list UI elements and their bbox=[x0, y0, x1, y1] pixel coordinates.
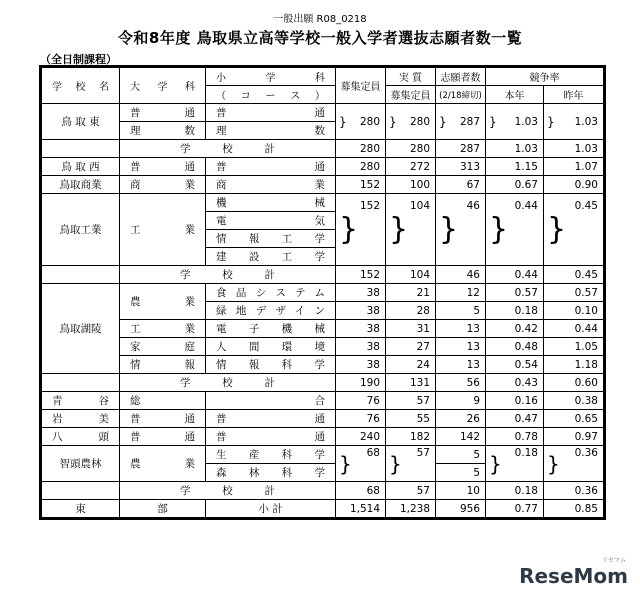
col-subdept: 小 学 科 bbox=[206, 68, 336, 86]
capacity-value: 240 bbox=[336, 428, 386, 446]
table-row bbox=[42, 176, 604, 194]
dept-name: 工 業 bbox=[120, 194, 206, 266]
subdept-name: 普 通 bbox=[206, 104, 336, 122]
capacity-value: 76 bbox=[336, 410, 386, 428]
capacity-value: 68 bbox=[336, 482, 386, 500]
ratio-this-value: 1.15 bbox=[486, 158, 544, 176]
capacity-value: 76 bbox=[336, 392, 386, 410]
school-total-row bbox=[42, 266, 604, 284]
real-capacity-value: 21 bbox=[386, 284, 436, 302]
table-row bbox=[42, 338, 604, 356]
school-name: 鳥 取 西 bbox=[42, 158, 120, 176]
real-capacity-value: 104 bbox=[386, 266, 436, 284]
col-applicants-bottom: (2/18締切) bbox=[436, 86, 486, 104]
real-capacity-value: 1,238 bbox=[386, 500, 436, 518]
real-capacity-value: 24 bbox=[386, 356, 436, 374]
real-capacity-value: } 280 bbox=[386, 104, 436, 140]
ratio-this-value: 0.78 bbox=[486, 428, 544, 446]
real-capacity-value: } 57 bbox=[386, 446, 436, 482]
capacity-value: 38 bbox=[336, 356, 386, 374]
applicants-value: 13 bbox=[436, 320, 486, 338]
school-name: 青 谷 bbox=[42, 392, 120, 410]
applicants-value: 142 bbox=[436, 428, 486, 446]
school-total-row bbox=[42, 482, 604, 500]
ratio-this-value: 0.47 bbox=[486, 410, 544, 428]
ratio-this-value: } 0.18 bbox=[486, 446, 544, 482]
dept-name: 普 通 bbox=[120, 158, 206, 176]
subdept-name: 情 報 科 学 bbox=[206, 356, 336, 374]
dept-name: 普 通 bbox=[120, 428, 206, 446]
capacity-value: 190 bbox=[336, 374, 386, 392]
capacity-value: 38 bbox=[336, 284, 386, 302]
school-name: 鳥取商業 bbox=[42, 176, 120, 194]
col-real-capacity-top: 実 質 bbox=[386, 68, 436, 86]
ratio-last-value: 0.36 bbox=[544, 482, 604, 500]
ratio-last-value: } 0.45 bbox=[544, 194, 604, 266]
ratio-last-value: 0.44 bbox=[544, 320, 604, 338]
subdept-name: 電 気 bbox=[206, 212, 336, 230]
applicants-value: 5 bbox=[436, 464, 486, 482]
table-row bbox=[42, 410, 604, 428]
school-name: 鳥 取 東 bbox=[42, 104, 120, 140]
real-capacity-value: 55 bbox=[386, 410, 436, 428]
subdept-name: 機 械 bbox=[206, 194, 336, 212]
resemom-logo: ReseMom bbox=[519, 564, 628, 588]
ratio-this-value: 0.43 bbox=[486, 374, 544, 392]
table-row bbox=[42, 428, 604, 446]
subdept-name: 食品システム bbox=[206, 284, 336, 302]
region-label: 東 bbox=[42, 500, 120, 518]
applicants-value: 67 bbox=[436, 176, 486, 194]
document-code: 一般出願 R08_0218 bbox=[273, 14, 367, 25]
col-dept: 大 学 科 bbox=[120, 68, 206, 104]
ratio-last-value: 0.10 bbox=[544, 302, 604, 320]
table-row bbox=[42, 104, 604, 122]
subdept-name: 理 数 bbox=[206, 122, 336, 140]
subdept-name: 人 間 環 境 bbox=[206, 338, 336, 356]
school-name: 鳥取湖陵 bbox=[42, 284, 120, 374]
dept-name: 普 通 bbox=[120, 410, 206, 428]
subdept-name: 商 業 bbox=[206, 176, 336, 194]
ratio-last-value: 0.45 bbox=[544, 266, 604, 284]
real-capacity-value: 280 bbox=[386, 140, 436, 158]
applicants-value: 46 bbox=[436, 266, 486, 284]
school-name: 鳥取工業 bbox=[42, 194, 120, 266]
applicants-value: 287 bbox=[436, 140, 486, 158]
subdept-name: 普 通 bbox=[206, 410, 336, 428]
col-course: （ コ ー ス ） bbox=[206, 86, 336, 104]
dept-name: 工 業 bbox=[120, 320, 206, 338]
real-capacity-value: 27 bbox=[386, 338, 436, 356]
real-capacity-value: 182 bbox=[386, 428, 436, 446]
subdept-name: 合 bbox=[206, 392, 336, 410]
col-ratio: 競争率 bbox=[486, 68, 604, 86]
table-row bbox=[42, 356, 604, 374]
real-capacity-value: 272 bbox=[386, 158, 436, 176]
applicants-value: 956 bbox=[436, 500, 486, 518]
ratio-this-value: 0.67 bbox=[486, 176, 544, 194]
capacity-value: 152 bbox=[336, 266, 386, 284]
table-row bbox=[42, 446, 604, 464]
school-total-row bbox=[42, 374, 604, 392]
ratio-last-value: 0.97 bbox=[544, 428, 604, 446]
real-capacity-value: 131 bbox=[386, 374, 436, 392]
school-name: 八 頭 bbox=[42, 428, 120, 446]
capacity-value: 280 bbox=[336, 158, 386, 176]
col-ratio-last-year: 昨年 bbox=[544, 86, 604, 104]
subdept-name: 普 通 bbox=[206, 428, 336, 446]
dept-name: 情 報 bbox=[120, 356, 206, 374]
subdept-name: 普 通 bbox=[206, 158, 336, 176]
school-name: 岩 美 bbox=[42, 410, 120, 428]
ratio-this-value: 0.42 bbox=[486, 320, 544, 338]
subtotal-row bbox=[42, 500, 604, 518]
ratio-last-value: 0.60 bbox=[544, 374, 604, 392]
capacity-value: 280 bbox=[336, 140, 386, 158]
dept-name: 農 業 bbox=[120, 446, 206, 482]
applicants-value: 10 bbox=[436, 482, 486, 500]
dept-name: 総 bbox=[120, 392, 206, 410]
capacity-value: 1,514 bbox=[336, 500, 386, 518]
capacity-value: 38 bbox=[336, 320, 386, 338]
ratio-this-value: 0.77 bbox=[486, 500, 544, 518]
ratio-this-value: 0.54 bbox=[486, 356, 544, 374]
col-capacity: 募集定員 bbox=[336, 68, 386, 104]
capacity-value: 152 bbox=[336, 176, 386, 194]
real-capacity-value: 57 bbox=[386, 392, 436, 410]
header-row bbox=[42, 68, 604, 86]
dept-name: 普 通 bbox=[120, 104, 206, 122]
school-name: 智頭農林 bbox=[42, 446, 120, 482]
ratio-this-value: 0.18 bbox=[486, 482, 544, 500]
ratio-this-value: 0.44 bbox=[486, 266, 544, 284]
ratio-this-value: 0.48 bbox=[486, 338, 544, 356]
subdept-name: 緑地デザイン bbox=[206, 302, 336, 320]
ratio-this-value: } 0.44 bbox=[486, 194, 544, 266]
applicants-value: 13 bbox=[436, 338, 486, 356]
applicants-value: } 46 bbox=[436, 194, 486, 266]
region-label-suffix: 部 bbox=[120, 500, 206, 518]
school-total-label: 学 校 計 bbox=[120, 140, 336, 158]
dept-name: 理 数 bbox=[120, 122, 206, 140]
table-row bbox=[42, 284, 604, 302]
ratio-last-value: 0.65 bbox=[544, 410, 604, 428]
real-capacity-value: 100 bbox=[386, 176, 436, 194]
ratio-last-value: 0.57 bbox=[544, 284, 604, 302]
applicants-value: 56 bbox=[436, 374, 486, 392]
table-row bbox=[42, 158, 604, 176]
capacity-value: 38 bbox=[336, 302, 386, 320]
table-row bbox=[42, 320, 604, 338]
ratio-last-value: 1.03 bbox=[544, 140, 604, 158]
subdept-name: 建 設 工 学 bbox=[206, 248, 336, 266]
ratio-this-value: 0.57 bbox=[486, 284, 544, 302]
real-capacity-value: 31 bbox=[386, 320, 436, 338]
applicants-table bbox=[41, 67, 604, 518]
applicants-value: } 287 bbox=[436, 104, 486, 140]
col-school: 学 校 名 bbox=[42, 68, 120, 104]
table-row bbox=[42, 194, 604, 212]
ratio-last-value: 1.05 bbox=[544, 338, 604, 356]
dept-name: 農 業 bbox=[120, 284, 206, 320]
subtotal-label: 小 計 bbox=[206, 500, 336, 518]
col-real-capacity-bottom: 募集定員 bbox=[386, 86, 436, 104]
applicants-value: 313 bbox=[436, 158, 486, 176]
ratio-last-value: 1.18 bbox=[544, 356, 604, 374]
course-type-label: （全日制課程） bbox=[40, 53, 117, 66]
ratio-this-value: 1.03 bbox=[486, 140, 544, 158]
capacity-value: } 152 bbox=[336, 194, 386, 266]
applicants-value: 13 bbox=[436, 356, 486, 374]
col-ratio-this-year: 本年 bbox=[486, 86, 544, 104]
subdept-name: 森 林 科 学 bbox=[206, 464, 336, 482]
ratio-this-value: 0.18 bbox=[486, 302, 544, 320]
ratio-last-value: 0.38 bbox=[544, 392, 604, 410]
school-total-label: 学 校 計 bbox=[120, 266, 336, 284]
capacity-value: } 280 bbox=[336, 104, 386, 140]
real-capacity-value: 28 bbox=[386, 302, 436, 320]
real-capacity-value: 57 bbox=[386, 482, 436, 500]
ratio-last-value: 1.07 bbox=[544, 158, 604, 176]
capacity-value: 38 bbox=[336, 338, 386, 356]
col-applicants-top: 志願者数 bbox=[436, 68, 486, 86]
applicants-value: 5 bbox=[436, 446, 486, 464]
table-row bbox=[42, 392, 604, 410]
ratio-this-value: } 1.03 bbox=[486, 104, 544, 140]
watermark-subtext: リセマム bbox=[602, 557, 626, 564]
school-total-label: 学 校 計 bbox=[120, 374, 336, 392]
dept-name: 商 業 bbox=[120, 176, 206, 194]
applicants-value: 9 bbox=[436, 392, 486, 410]
page-title: 令和8年度 鳥取県立高等学校一般入学者選抜志願者数一覧 bbox=[117, 29, 523, 47]
ratio-last-value: 0.85 bbox=[544, 500, 604, 518]
applicants-value: 12 bbox=[436, 284, 486, 302]
ratio-last-value: } 1.03 bbox=[544, 104, 604, 140]
applicants-value: 26 bbox=[436, 410, 486, 428]
real-capacity-value: } 104 bbox=[386, 194, 436, 266]
ratio-last-value: } 0.36 bbox=[544, 446, 604, 482]
dept-name: 家 庭 bbox=[120, 338, 206, 356]
applicants-value: 5 bbox=[436, 302, 486, 320]
school-total-label: 学 校 計 bbox=[120, 482, 336, 500]
subdept-name: 生 産 科 学 bbox=[206, 446, 336, 464]
school-total-row bbox=[42, 140, 604, 158]
ratio-last-value: 0.90 bbox=[544, 176, 604, 194]
subdept-name: 情 報 工 学 bbox=[206, 230, 336, 248]
capacity-value: } 68 bbox=[336, 446, 386, 482]
subdept-name: 電 子 機 械 bbox=[206, 320, 336, 338]
ratio-this-value: 0.16 bbox=[486, 392, 544, 410]
